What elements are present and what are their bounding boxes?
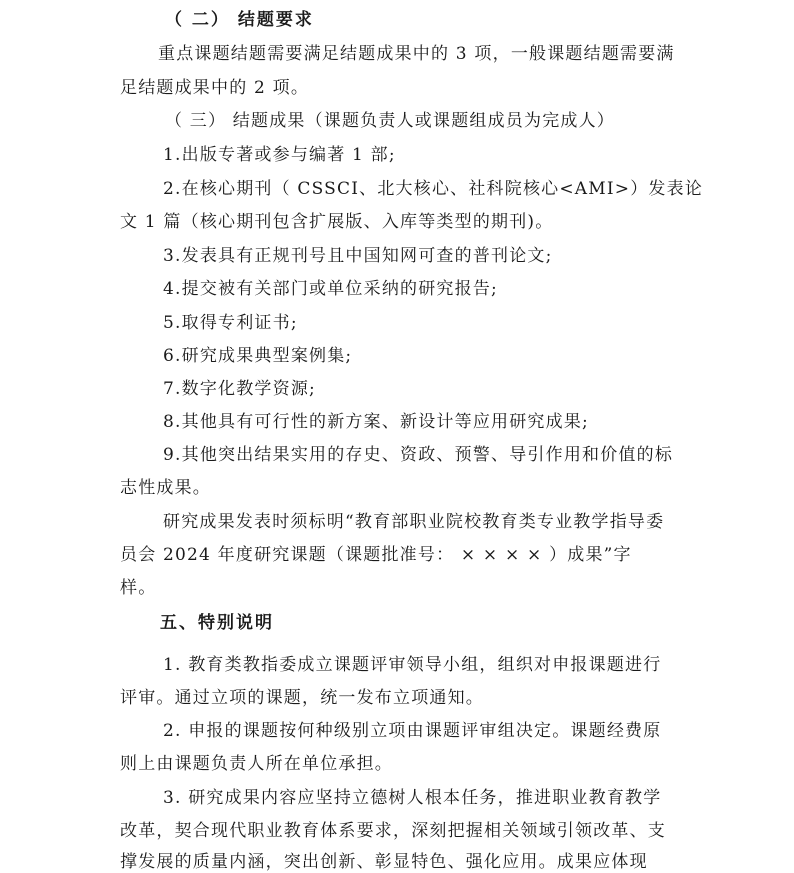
result-item-4: 4.提交被有关部门或单位采纳的研究报告;: [163, 279, 498, 299]
publish-note-line-1: 研究成果发表时须标明“教育部职业院校教育类专业教学指导委: [163, 512, 665, 532]
note-3-line-2: 改革，契合现代职业教育体系要求，深刻把握相关领域引领改革、支: [120, 821, 666, 841]
result-item-1: 1.出版专著或参与编著 1 部;: [163, 145, 396, 165]
sub-heading-requirements: （ 二） 结题要求: [165, 10, 314, 30]
result-item-9-line-2: 志性成果。: [120, 478, 211, 498]
result-item-3: 3.发表具有正规刊号且中国知网可查的普刊论文;: [163, 246, 553, 266]
note-3-line-1: 3. 研究成果内容应坚持立德树人根本任务，推进职业教育教学: [163, 788, 662, 808]
note-3-line-3: 撑发展的质量内涵，突出创新、彰显特色、强化应用。成果应体现: [120, 852, 648, 872]
result-item-7: 7.数字化教学资源;: [163, 379, 316, 399]
result-item-2-line-1: 2.在核心期刊（ CSSCI、北大核心、社科院核心<AMI>）发表论: [163, 179, 704, 199]
publish-note-line-3: 样。: [120, 578, 157, 598]
section-5-title: 五、特别说明: [160, 613, 274, 633]
note-1-line-2: 评审。通过立项的课题，统一发布立项通知。: [120, 688, 484, 708]
result-item-8: 8.其他具有可行性的新方案、新设计等应用研究成果;: [163, 412, 589, 432]
result-item-5: 5.取得专利证书;: [163, 313, 298, 333]
publish-note-line-2: 员会 2024 年度研究课题（课题批准号： × × × × ）成果”字: [120, 545, 632, 565]
note-1-line-1: 1. 教育类教指委成立课题评审领导小组，组织对申报课题进行: [163, 655, 662, 675]
result-item-2-line-2: 文 1 篇（核心期刊包含扩展版、入库等类型的期刊)。: [120, 212, 554, 232]
requirement-line-2: 足结题成果中的 2 项。: [120, 78, 310, 98]
note-2-line-1: 2. 申报的课题按何种级别立项由课题评审组决定。课题经费原: [163, 721, 662, 741]
requirement-line-1: 重点课题结题需要满足结题成果中的 3 项，一般课题结题需要满: [158, 44, 675, 64]
result-item-9-line-1: 9.其他突出结果实用的存史、资政、预警、导引作用和价值的标: [163, 445, 674, 465]
result-item-6: 6.研究成果典型案例集;: [163, 346, 353, 366]
sub-heading-results: （ 三） 结题成果（课题负责人或课题组成员为完成人）: [165, 111, 616, 131]
note-2-line-2: 则上由课题负责人所在单位承担。: [120, 754, 393, 774]
